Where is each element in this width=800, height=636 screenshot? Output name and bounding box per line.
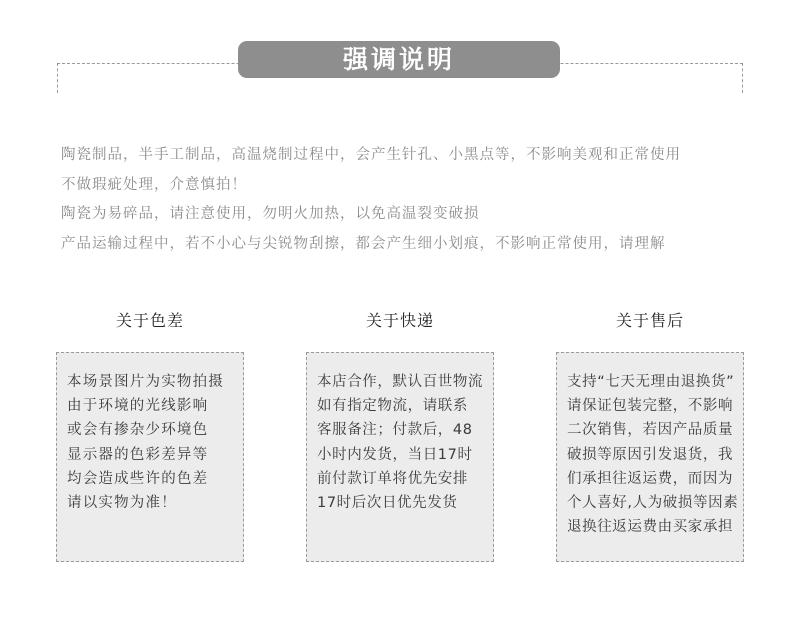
box-line: 请保证包装完整，不影响 bbox=[567, 398, 734, 415]
intro-line: 产品运输过程中，若不小心与尖锐物刮擦，都会产生细小划痕，不影响正常使用，请理解 bbox=[61, 235, 666, 252]
intro-line: 陶瓷为易碎品，请注意使用，勿明火加热，以免高温裂变破损 bbox=[61, 206, 480, 222]
box-line: 客服备注；付款后，48 bbox=[317, 422, 473, 439]
section-title: 强调说明 bbox=[238, 41, 560, 78]
color-difference-section bbox=[56, 308, 244, 562]
color-difference-box bbox=[56, 352, 244, 562]
box-line: 17时后次日优先发货 bbox=[317, 494, 458, 511]
box-line: 退换往返运费由买家承担 bbox=[567, 519, 734, 536]
box-line: 支持“七天无理由退换货” bbox=[567, 374, 735, 390]
box-line: 二次销售，若因产品质量 bbox=[567, 422, 734, 439]
intro-notes bbox=[61, 141, 761, 259]
box-line: 如有指定物流，请联系 bbox=[317, 398, 468, 415]
intro-line: 不做瑕疵处理，介意慎拍！ bbox=[61, 176, 247, 193]
after-sales-title: 关于售后 bbox=[615, 311, 684, 330]
after-sales-section bbox=[556, 308, 744, 562]
after-sales-box bbox=[556, 352, 744, 562]
box-line: 本店合作，默认百世物流 bbox=[317, 374, 484, 390]
box-line: 请以实物为准！ bbox=[67, 494, 177, 511]
box-line: 破损等原因引发退货，我 bbox=[567, 446, 734, 463]
box-line: 由于环境的光线影响 bbox=[67, 398, 209, 415]
box-line: 或会有掺杂少环境色 bbox=[67, 422, 209, 439]
box-line: 们承担往返运费，而因为 bbox=[567, 470, 734, 487]
shipping-title: 关于快递 bbox=[365, 311, 434, 330]
intro-line: 陶瓷制品，半手工制品，高温烧制过程中，会产生针孔、小黑点等，不影响美观和正常使用 bbox=[61, 147, 681, 163]
color-difference-title: 关于色差 bbox=[115, 311, 184, 330]
box-line: 本场景图片为实物拍摄 bbox=[67, 374, 224, 390]
box-line: 前付款订单将优先安排 bbox=[317, 470, 468, 487]
shipping-box bbox=[306, 352, 494, 562]
box-line: 个人喜好,人为破损等因素 bbox=[567, 494, 739, 511]
box-line: 小时内发货，当日17时 bbox=[317, 446, 473, 463]
shipping-section bbox=[306, 308, 494, 562]
box-line: 显示器的色彩差异等 bbox=[67, 446, 209, 463]
box-line: 均会造成些许的色差 bbox=[67, 470, 209, 487]
